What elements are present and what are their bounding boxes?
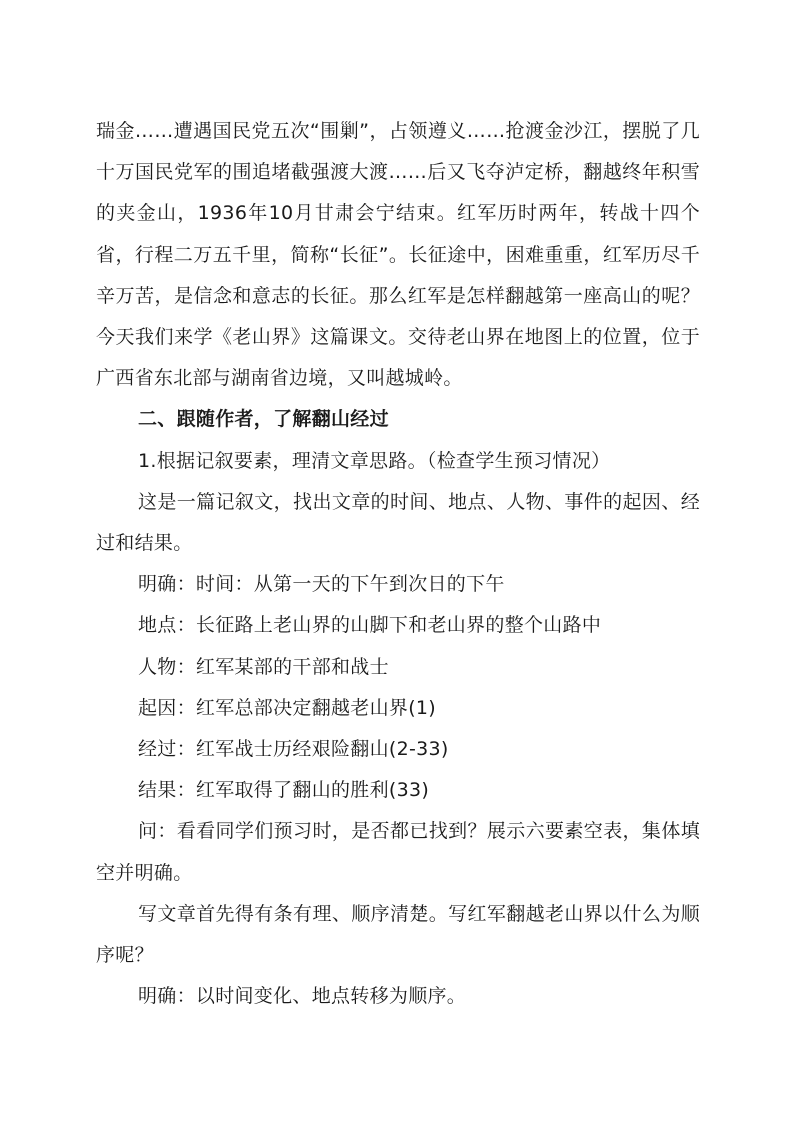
cause-paragraph: 起因：红军总部决定翻越老山界(1)	[138, 696, 437, 719]
time-paragraph: 明确：时间：从第一天的下午到次日的下午	[138, 573, 505, 596]
task-paragraph: 这是一篇记叙文，找出文章的时间、地点、人物、事件的起因、经过和结果。	[96, 490, 700, 555]
order-question-paragraph: 写文章首先得有条有理、顺序清楚。写红军翻越老山界以什么为顺序呢？	[96, 902, 700, 967]
step-paragraph: 1.根据记叙要素，理清文章思路。（检查学生预习情况）	[138, 449, 611, 472]
intro-paragraph: 瑞金……遭遇国民党五次“围剿”，占领遵义……抢渡金沙江，摆脱了几十万国民党军的围追堵截强渡大渡……后又飞夺泸定桥，翻越终年积雪的夹金山，1936年10月甘肃会宁结束。红军历时两年，转战十四个省，行程二万五千里，简称“长征”。长征途中，困难重重，红军历尽千辛万苦，是信念和意志的长征。那么红军是怎样翻越第一座高山的呢？今天我们来学《老山界》这篇课文。交待老山界在地图上的位置，位于广西省东北部与湖南省边境，又叫越城岭。	[96, 120, 700, 390]
question-paragraph: 问：看看同学们预习时，是否都已找到？展示六要素空表，集体填空并明确。	[96, 820, 700, 884]
people-paragraph: 人物：红军某部的干部和战士	[138, 655, 389, 678]
section-heading: 二、跟随作者，了解翻山经过	[138, 408, 389, 431]
place-paragraph: 地点：长征路上老山界的山脚下和老山界的整个山路中	[138, 614, 602, 637]
result-paragraph: 结果：红军取得了翻山的胜利(33)	[138, 779, 430, 802]
document-body	[96, 111, 700, 1017]
process-paragraph: 经过：红军战士历经艰险翻山(2-33)	[138, 738, 449, 761]
order-answer-paragraph: 明确：以时间变化、地点转移为顺序。	[138, 985, 467, 1008]
